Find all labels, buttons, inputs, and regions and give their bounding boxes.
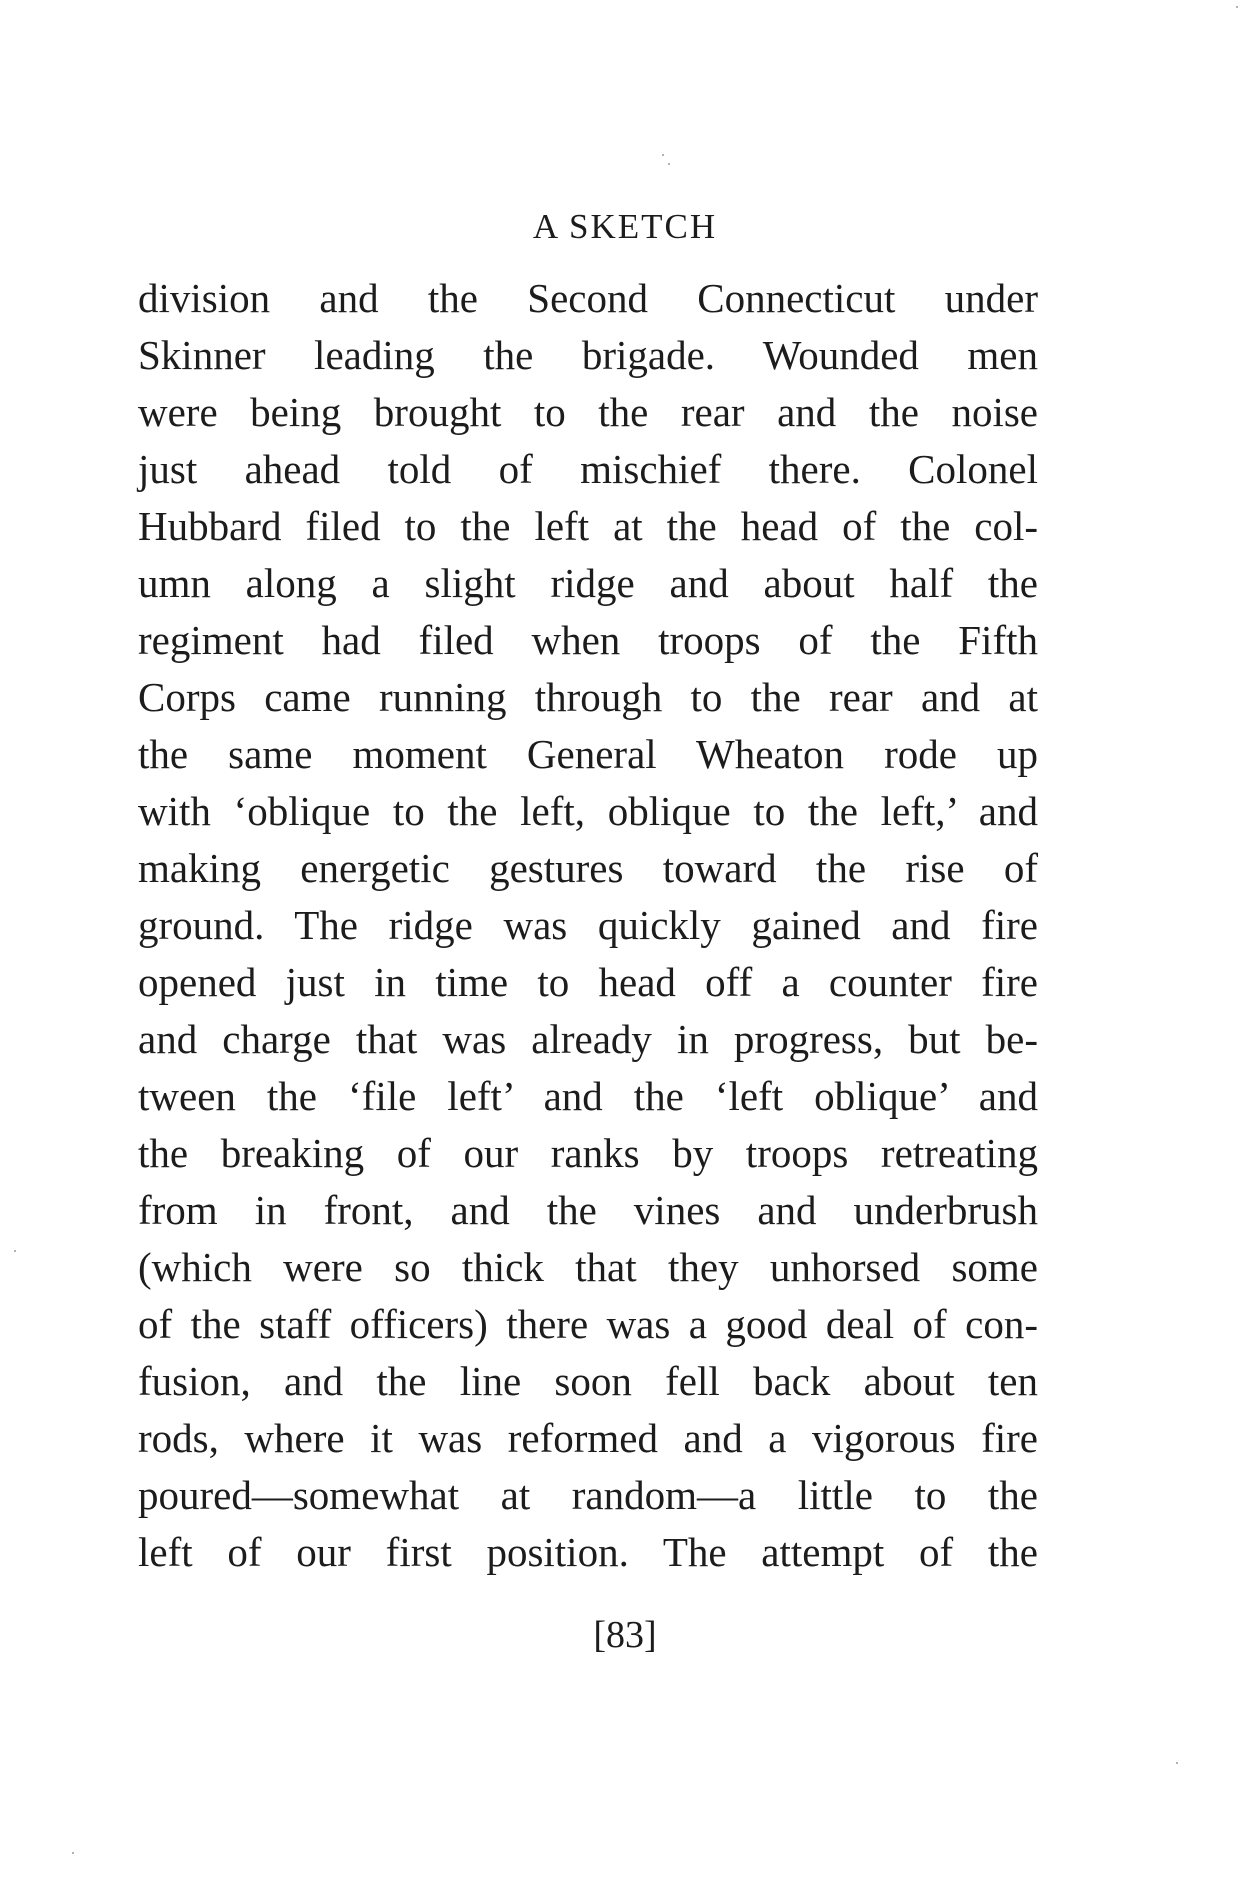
scan-speck xyxy=(72,1852,74,1854)
text-line: just ahead told of mischief there. Colonel xyxy=(138,446,1038,492)
text-line: Hubbard filed to the left at the head of the col- xyxy=(138,503,1038,549)
page-number: [83] xyxy=(593,1614,657,1656)
text-line: were being brought to the rear and the noise xyxy=(138,389,1038,435)
text-line: tween the ‘file left’ and the ‘left oblique’ and xyxy=(138,1073,1038,1119)
scan-speck xyxy=(668,163,670,165)
text-line: and charge that was already in progress, but be- xyxy=(138,1016,1038,1062)
body-text xyxy=(138,270,1038,1581)
scan-speck xyxy=(14,1250,16,1252)
text-line: from in front, and the vines and underbrush xyxy=(138,1187,1038,1233)
text-line: rods, where it was reformed and a vigorous fire xyxy=(138,1415,1038,1461)
running-head: A SKETCH xyxy=(532,207,718,246)
text-line: left of our first position. The attempt of the xyxy=(138,1529,1038,1575)
text-line: poured—somewhat at random—a little to the xyxy=(138,1472,1038,1518)
text-line: fusion, and the line soon fell back about ten xyxy=(138,1358,1038,1404)
scan-speck xyxy=(662,154,664,156)
text-line: umn along a slight ridge and about half the xyxy=(138,560,1038,606)
text-line: Corps came running through to the rear and at xyxy=(138,674,1038,720)
text-line: regiment had filed when troops of the Fifth xyxy=(138,617,1038,663)
text-line: ground. The ridge was quickly gained and fire xyxy=(138,902,1038,948)
text-line: Skinner leading the brigade. Wounded men xyxy=(138,332,1038,378)
text-line: the breaking of our ranks by troops retreating xyxy=(138,1130,1038,1176)
text-line: opened just in time to head off a counter fire xyxy=(138,959,1038,1005)
scan-speck xyxy=(1236,6,1238,8)
text-line: making energetic gestures toward the rise of xyxy=(138,845,1038,891)
text-line: with ‘oblique to the left, oblique to the left,’ and xyxy=(138,788,1038,834)
scan-speck xyxy=(1176,1762,1178,1764)
text-line: of the staff officers) there was a good deal of con- xyxy=(138,1301,1038,1347)
text-line: the same moment General Wheaton rode up xyxy=(138,731,1038,777)
text-line: division and the Second Connecticut under xyxy=(138,275,1038,321)
text-line: (which were so thick that they unhorsed some xyxy=(138,1244,1038,1290)
